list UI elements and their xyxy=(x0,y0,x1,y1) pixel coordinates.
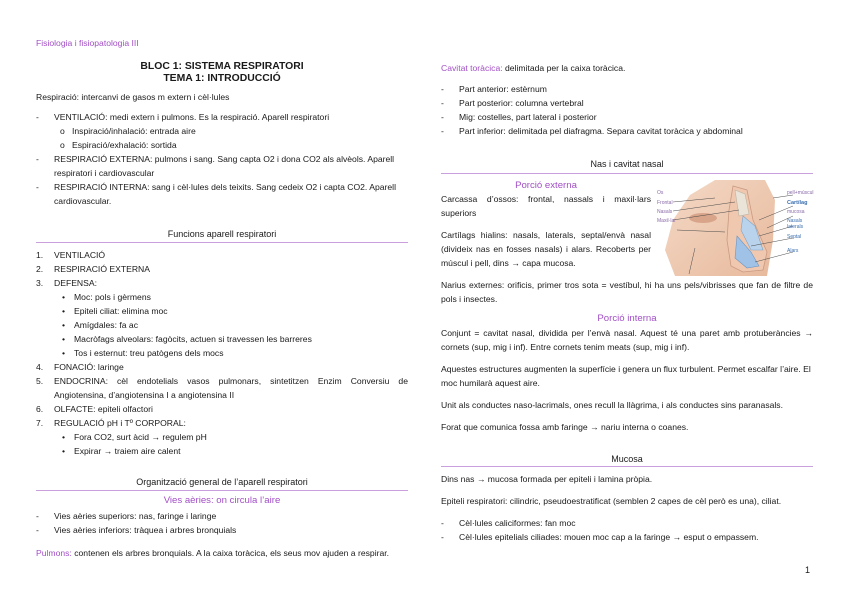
list-item: - Cèl·lules epitelials ciliades: mouen moc cap a la faringe → esput o empassem. xyxy=(441,532,759,542)
left-column xyxy=(36,61,408,85)
forat-paragraph: Forat que comunica fossa amb faringe → nariu interna o coanes. xyxy=(441,422,689,432)
list-item: o Espiració/exhalació: sortida xyxy=(60,140,177,150)
section-divider xyxy=(441,466,813,467)
list-text: DEFENSA: xyxy=(54,278,97,288)
list-text: Expirar → traiem aire calent xyxy=(74,446,181,456)
figure-label: mucosa xyxy=(787,209,805,215)
list-item xyxy=(36,374,408,402)
eye-shape xyxy=(689,213,717,223)
figure-label: Alars xyxy=(787,248,799,254)
figure-label: Nasals laterals xyxy=(787,218,804,230)
list-marker: 1. xyxy=(36,250,44,260)
dins-paragraph: Dins nas → mucosa formada per epiteli i lamina pròpia. xyxy=(441,474,653,484)
cavitat-paragraph: Cavitat toràcica: delimitada per la caixa toràcica. xyxy=(441,63,626,73)
unit-paragraph: Unit als conductes naso-lacrimals, ones recull la llàgrima, i als conductes sins paranasals. xyxy=(441,400,783,410)
list-item: - Part inferior: delimitada pel diafragma. Separa cavitat toràcica y abdominal xyxy=(441,126,743,136)
list-item xyxy=(36,248,408,262)
section-divider xyxy=(441,173,813,174)
list-item xyxy=(36,290,408,304)
list-text: OLFACTE: epiteli olfactori xyxy=(54,404,153,414)
estructures-paragraph: Aquestes estructures augmenten la superfície i genera un flux turbulent. Permet escalfar l’aire. El moc humilarà aquest aire. xyxy=(441,364,811,388)
list-text: VENTILACIÓ xyxy=(54,250,106,260)
figure-label: pell+múscul xyxy=(787,190,814,196)
list-text: Epiteli ciliat: elimina moc xyxy=(74,306,168,316)
carcassa-paragraph: Carcassa d’ossos: frontal, nassals i maxil·lars superiors xyxy=(441,194,651,218)
list-item xyxy=(36,430,408,444)
organitzacio-heading: Organització general de l’aparell respiratori xyxy=(136,477,308,487)
vies-heading: Vies aèries: on circula l’aire xyxy=(163,495,281,506)
nas-heading: Nas i cavitat nasal xyxy=(590,159,664,169)
list-item xyxy=(36,276,408,290)
list-item: - Vies aèries superiors: nas, faringe i laringe xyxy=(36,511,217,521)
list-item: o Inspiració/inhalació: entrada aire xyxy=(60,126,196,136)
list-text: Tos i esternut: treu patògens dels mocs xyxy=(74,348,224,358)
list-item: - Part posterior: columna vertebral xyxy=(441,98,584,108)
bloc-title: BLOC 1: SISTEMA RESPIRATORI xyxy=(140,61,304,72)
list-marker: • xyxy=(62,320,66,330)
cartilags-paragraph: Cartílags hialins: nasals, laterals, septal/envà nasal (divideix nas en fosses nasals) i alars. Recoberts per múscul i pell, dins → capa mucosa. xyxy=(441,230,651,268)
list-marker: • xyxy=(62,432,66,442)
list-text: REGULACIÓ pH i Tº CORPORAL: xyxy=(54,418,186,428)
list-item xyxy=(36,332,408,346)
mucosa-heading: Mucosa xyxy=(611,454,643,464)
list-item xyxy=(36,402,408,416)
figure-label: Os xyxy=(657,190,664,196)
respiracio-bullets xyxy=(36,110,408,208)
list-item: - Vies aèries inferiors: tràquea i arbres bronquials xyxy=(36,525,237,535)
document-header: Fisiologia i fisiopatologia III xyxy=(36,38,139,48)
tema-title: TEMA 1: INTRODUCCIÓ xyxy=(163,73,281,84)
list-text: ENDOCRINA: cèl endotelials vasos pulmonars, sintetitzen Enzim Conversiu de Angiotensina, d’angiotensina I a angiotensina II xyxy=(54,376,408,400)
funcions-list xyxy=(36,248,408,458)
page-number: 1 xyxy=(805,565,811,575)
list-marker: 3. xyxy=(36,278,44,288)
nose-anatomy-figure xyxy=(655,180,813,276)
list-item: - RESPIRACIÓ EXTERNA: pulmons i sang. Sang capta O2 i dona CO2 als alvèols. Aparell respiratori i cardiovascular xyxy=(36,154,395,178)
list-marker: 6. xyxy=(36,404,44,414)
list-marker: 4. xyxy=(36,362,44,372)
list-item: - RESPIRACIÓ INTERNA: sang i cèl·lules dels teixits. Sang cedeix O2 i capta CO2. Aparell cardiovascular. xyxy=(36,182,396,206)
list-text: Amígdales: fa ac xyxy=(74,320,139,330)
vies-list xyxy=(36,509,408,537)
figure-label: Frontal xyxy=(657,200,673,206)
funcions-heading: Funcions aparell respiratori xyxy=(167,229,277,239)
list-item xyxy=(36,304,408,318)
section-divider xyxy=(36,490,408,491)
cavitat-parts-list xyxy=(441,82,813,138)
list-marker: • xyxy=(62,306,66,316)
porcio-externa-heading: Porció externa xyxy=(515,180,577,191)
list-marker: • xyxy=(62,334,66,344)
epiteli-paragraph: Epiteli respiratori: cilindric, pseudoestratificat (semblen 2 capes de cèl però es una), ciliat. xyxy=(441,496,782,506)
list-item xyxy=(36,346,408,360)
list-text: Moc: pols i gèrmens xyxy=(74,292,151,302)
porcio-interna-heading: Porció interna xyxy=(597,313,657,324)
respiracio-definition: Respiració: intercanvi de gasos m extern i cèl·lules xyxy=(36,92,230,102)
list-marker: • xyxy=(62,446,66,456)
list-text: Macròfags alveolars: fagòcits, actuen si travessen les barreres xyxy=(74,334,312,344)
list-item: - Cèl·lules caliciformes: fan moc xyxy=(441,518,576,528)
list-text: FONACIÓ: laringe xyxy=(54,362,124,372)
figure-label: Cartílag xyxy=(787,200,808,206)
list-item: - Part anterior: estèrnum xyxy=(441,84,547,94)
figure-label: Maxil·lar xyxy=(657,218,676,224)
conjunt-paragraph: Conjunt = cavitat nasal, dividida per l’envà nasal. Aquest té una paret amb protuberàncies → cornets (sup, mig i inf). Entre cornets tenim meats (sup, mig i inf). xyxy=(441,328,813,352)
list-text: RESPIRACIÓ EXTERNA xyxy=(54,264,150,274)
cells-list xyxy=(441,516,813,544)
figure-label: Septal xyxy=(787,234,802,240)
list-item: - VENTILACIÓ: medi extern i pulmons. Es la respiració. Aparell respiratori xyxy=(36,112,330,122)
figure-label: Nasals xyxy=(657,209,673,215)
pulmons-paragraph: Pulmons: contenen els arbres bronquials. A la caixa toràcica, els seus mov ajuden a respirar. xyxy=(36,548,390,558)
list-item: - Mig: costelles, part lateral i posterior xyxy=(441,112,597,122)
list-marker: • xyxy=(62,348,66,358)
list-item xyxy=(36,262,408,276)
list-item xyxy=(36,318,408,332)
list-marker: 7. xyxy=(36,418,44,428)
list-marker: 2. xyxy=(36,264,44,274)
list-item xyxy=(36,360,408,374)
list-item xyxy=(36,416,408,430)
list-marker: 5. xyxy=(36,376,44,386)
section-divider xyxy=(36,242,408,243)
list-marker: • xyxy=(62,292,66,302)
list-item xyxy=(36,444,408,458)
narius-paragraph: Narius externes: orificis, primer tros sota = vestíbul, hi ha uns pels/vibrisses que fan de filtre de pols i insectes. xyxy=(441,280,813,304)
list-text: Fora CO2, surt àcid → regulem pH xyxy=(74,432,207,442)
